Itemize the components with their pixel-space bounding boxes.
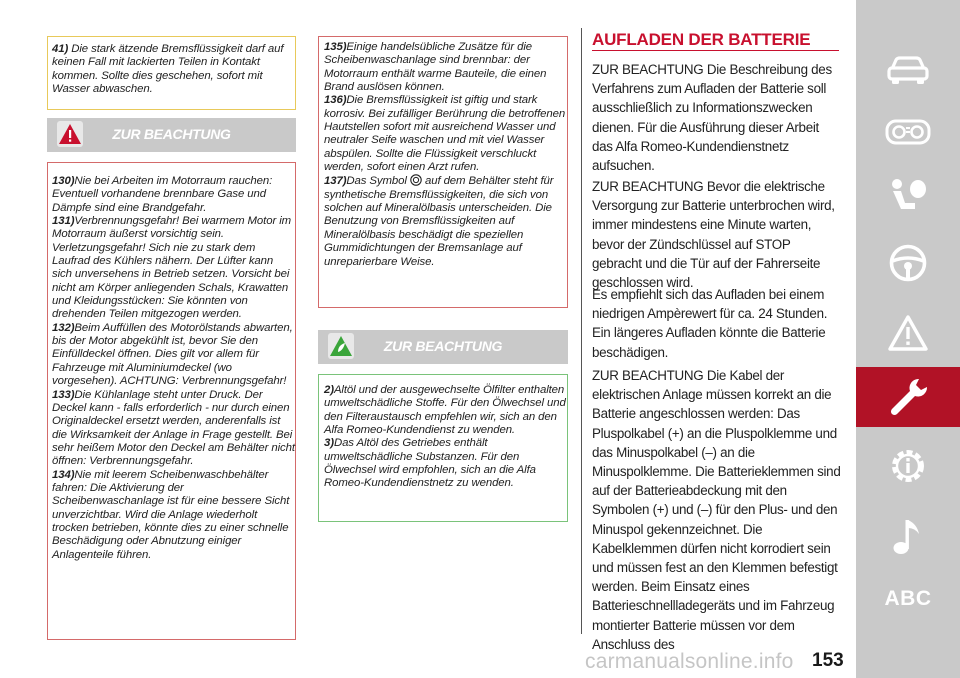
abc-label: ABC (884, 587, 932, 610)
paragraph-3: Es empfiehlt sich das Aufladen bei einem niedrigen Ampèrewert für ca. 24 Stunden. Ein längeres Aufladen könnte die Batterie beschädigen. (592, 287, 828, 360)
warning-box (47, 162, 296, 640)
warning-box-continued (318, 36, 568, 308)
sidebar-item-technical[interactable] (856, 438, 960, 494)
env-warning-header (318, 330, 568, 364)
sidebar-item-driving[interactable] (856, 235, 960, 291)
wrench-icon (886, 375, 930, 419)
env-warning-box (318, 374, 568, 522)
env-item-2: 2)Altöl und der ausgewechselte Ölfilter enthalten umweltschädliche Stoffe. Für den Ölwechsel und den Filteraustausch empfehlen wir, sich an den Alfa Romeo-Kundendienst zu wenden. (324, 384, 566, 437)
sidebar-item-maintenance[interactable] (856, 367, 960, 427)
env-item-3: 3)Das Altöl des Getriebes enthält umweltschädliche Substanzen. Für den Ölwechsel wird empfohlen, sich an die Alfa Romeo-Kundendienstnetz zu wenden. (324, 437, 536, 490)
paragraph-2: ZUR BEACHTUNG Bevor die elektrische Versorgung zur Batterie unterbrochen wird, immer mindestens eine Minute warten, bevor der Zündschlüssel auf STOP gebracht und die Tür auf der Fahrerseite geschlossen wird. (592, 179, 835, 291)
warning-item-137: 137)Das Symbol auf dem Behälter steht für synthetische Bremsflüssigkeiten, die sich von solchen auf Mineralölbasis unterscheiden. Die Benutzung von Bremsflüssigkeiten auf Mineralölbasis beschädigt die speziellen Gummidichtungen der Bremsanlage auf unreparierbare Weise. (324, 175, 554, 268)
note-box-41 (47, 36, 296, 110)
warning-item-131: 131)Verbrennungsgefahr! Bei warmem Motor im Motorraum äußerst vorsichtig sein. Verletzungsgefahr! Sich nie zu stark dem Laufrad des Kühlers nähern. Der Lüfter kann sich unversehens in Betrieb setzen. Vorsicht bei nicht am Körper anliegenden Schals, Krawatten und Kleidungsstücken: Sie könnten von drehenden Teilen mitgezogen werden. (52, 215, 292, 321)
sidebar-item-dashboard[interactable] (856, 104, 960, 160)
warning-item-136: 136)Die Bremsflüssigkeit ist giftig und stark korrosiv. Bei zufälliger Berührung die betroffenen Hautstellen sofort mit ausreichend Wasser und neutraler Seife waschen und mit viel Wasser abspülen. Sollte die Flüssigkeit verschluckt werden, sofort einen Arzt rufen. (324, 94, 566, 174)
dashboard-icon (885, 118, 931, 146)
page-number: 153 (812, 650, 844, 671)
sidebar-item-car[interactable] (856, 42, 960, 98)
paragraph-4: ZUR BEACHTUNG Die Kabel der elektrischen Anlage müssen korrekt an die Batterie angeschlossen werden: Das Pluspolkabel (+) an die Pluspolklemme und das Minuspolkabel (–) an die Minuspolklemme. Die Batterieklemmen sind auf der Batterieabdeckung mit den Symbolen (+) und (–) für den Plus- und den Minuspol gekennzeichnet. Die Kabelklemmen dürfen nicht korrodiert sein und müssen fest an den Klemmen befestigt werden. Beim Einsatz eines Batterieschnellladegeräts und im Fahrzeug montierter Batterie müssen vor dem Anschluss des (592, 368, 841, 652)
brake-fluid-symbol-icon (410, 174, 422, 186)
car-icon (886, 55, 930, 85)
warning-list (52, 175, 295, 562)
section-title: AUFLADEN DER BATTERIE (592, 30, 811, 49)
column-divider (581, 28, 582, 634)
warning-item-133: 133)Die Kühlanlage steht unter Druck. Der Deckel kann - falls erforderlich - nur durch einen Originaldeckel ersetzt werden, anderenfalls ist die Wirksamkeit der Anlage in Frage gestellt. Bei sehr heißem Motor den Deckel am Behälter nicht öffnen: Verbrennungsgefahr. (52, 388, 295, 468)
sidebar-item-emergency[interactable] (856, 305, 960, 361)
music-note-icon (891, 516, 925, 556)
warning-title: ZUR BEACHTUNG (112, 126, 231, 142)
warning-triangle-icon (887, 314, 929, 352)
warning-header (47, 118, 296, 152)
chapter-sidebar (856, 0, 960, 678)
warning-item-134: 134)Nie mit leerem Scheibenwaschbehälter fahren: Die Aktivierung der Scheibenwaschanlage ist für eine bessere Sicht unverzichtbar. Wird die Anlage wiederholt trocken betrieben, könnte dies zu einer schnelle Beschädigung oder Abnutzung einiger Anlagenteile führen. (52, 468, 290, 561)
steering-wheel-icon (888, 243, 928, 283)
sidebar-item-multimedia[interactable] (856, 508, 960, 564)
note-41-text: 41) Die stark ätzende Bremsflüssigkeit darf auf keinen Fall mit lackierten Teilen in Kontakt kommen. Sollte dies geschehen, sofort mit Wasser abwaschen. (52, 43, 284, 96)
warning-item-135: 135)Einige handelsübliche Zusätze für die Scheibenwaschanlage sind brennbar: der Motorraum enthält warme Bauteile, die einen Brand auslösen können. (324, 41, 547, 94)
env-warning-list (324, 384, 568, 491)
sidebar-item-safety[interactable] (856, 168, 960, 224)
title-underline (592, 50, 839, 51)
warning-item-132: 132)Beim Auffüllen des Motorölstands abwarten, bis der Motor abgekühlt ist, bevor Sie den Einfülldeckel öffnen. Dies gilt vor allem für Fahrzeuge mit Aluminiumdeckel (wo vorgesehen). ACHTUNG: Verbrennungsgefahr! (52, 321, 293, 388)
watermark: carmanualsonline.info (585, 650, 794, 673)
paragraph-1: ZUR BEACHTUNG Die Beschreibung des Verfahrens zum Aufladen der Batterie soll ausschließlich zu Informationszwecken dienen. Für die Ausführung dieser Arbeit das Alfa Romeo-Kundendienstnetz aufsuchen. (592, 62, 832, 174)
warning-list-continued (324, 41, 568, 269)
sidebar-item-index[interactable] (856, 571, 960, 627)
warning-item-130: 130)Nie bei Arbeiten im Motorraum rauchen: Eventuell vorhandene brennbare Gase und Dämpfe sind eine Brandgefahr. (52, 175, 273, 214)
info-gear-icon (886, 444, 930, 488)
env-warning-title: ZUR BEACHTUNG (383, 338, 503, 354)
airbag-person-icon (887, 177, 929, 215)
